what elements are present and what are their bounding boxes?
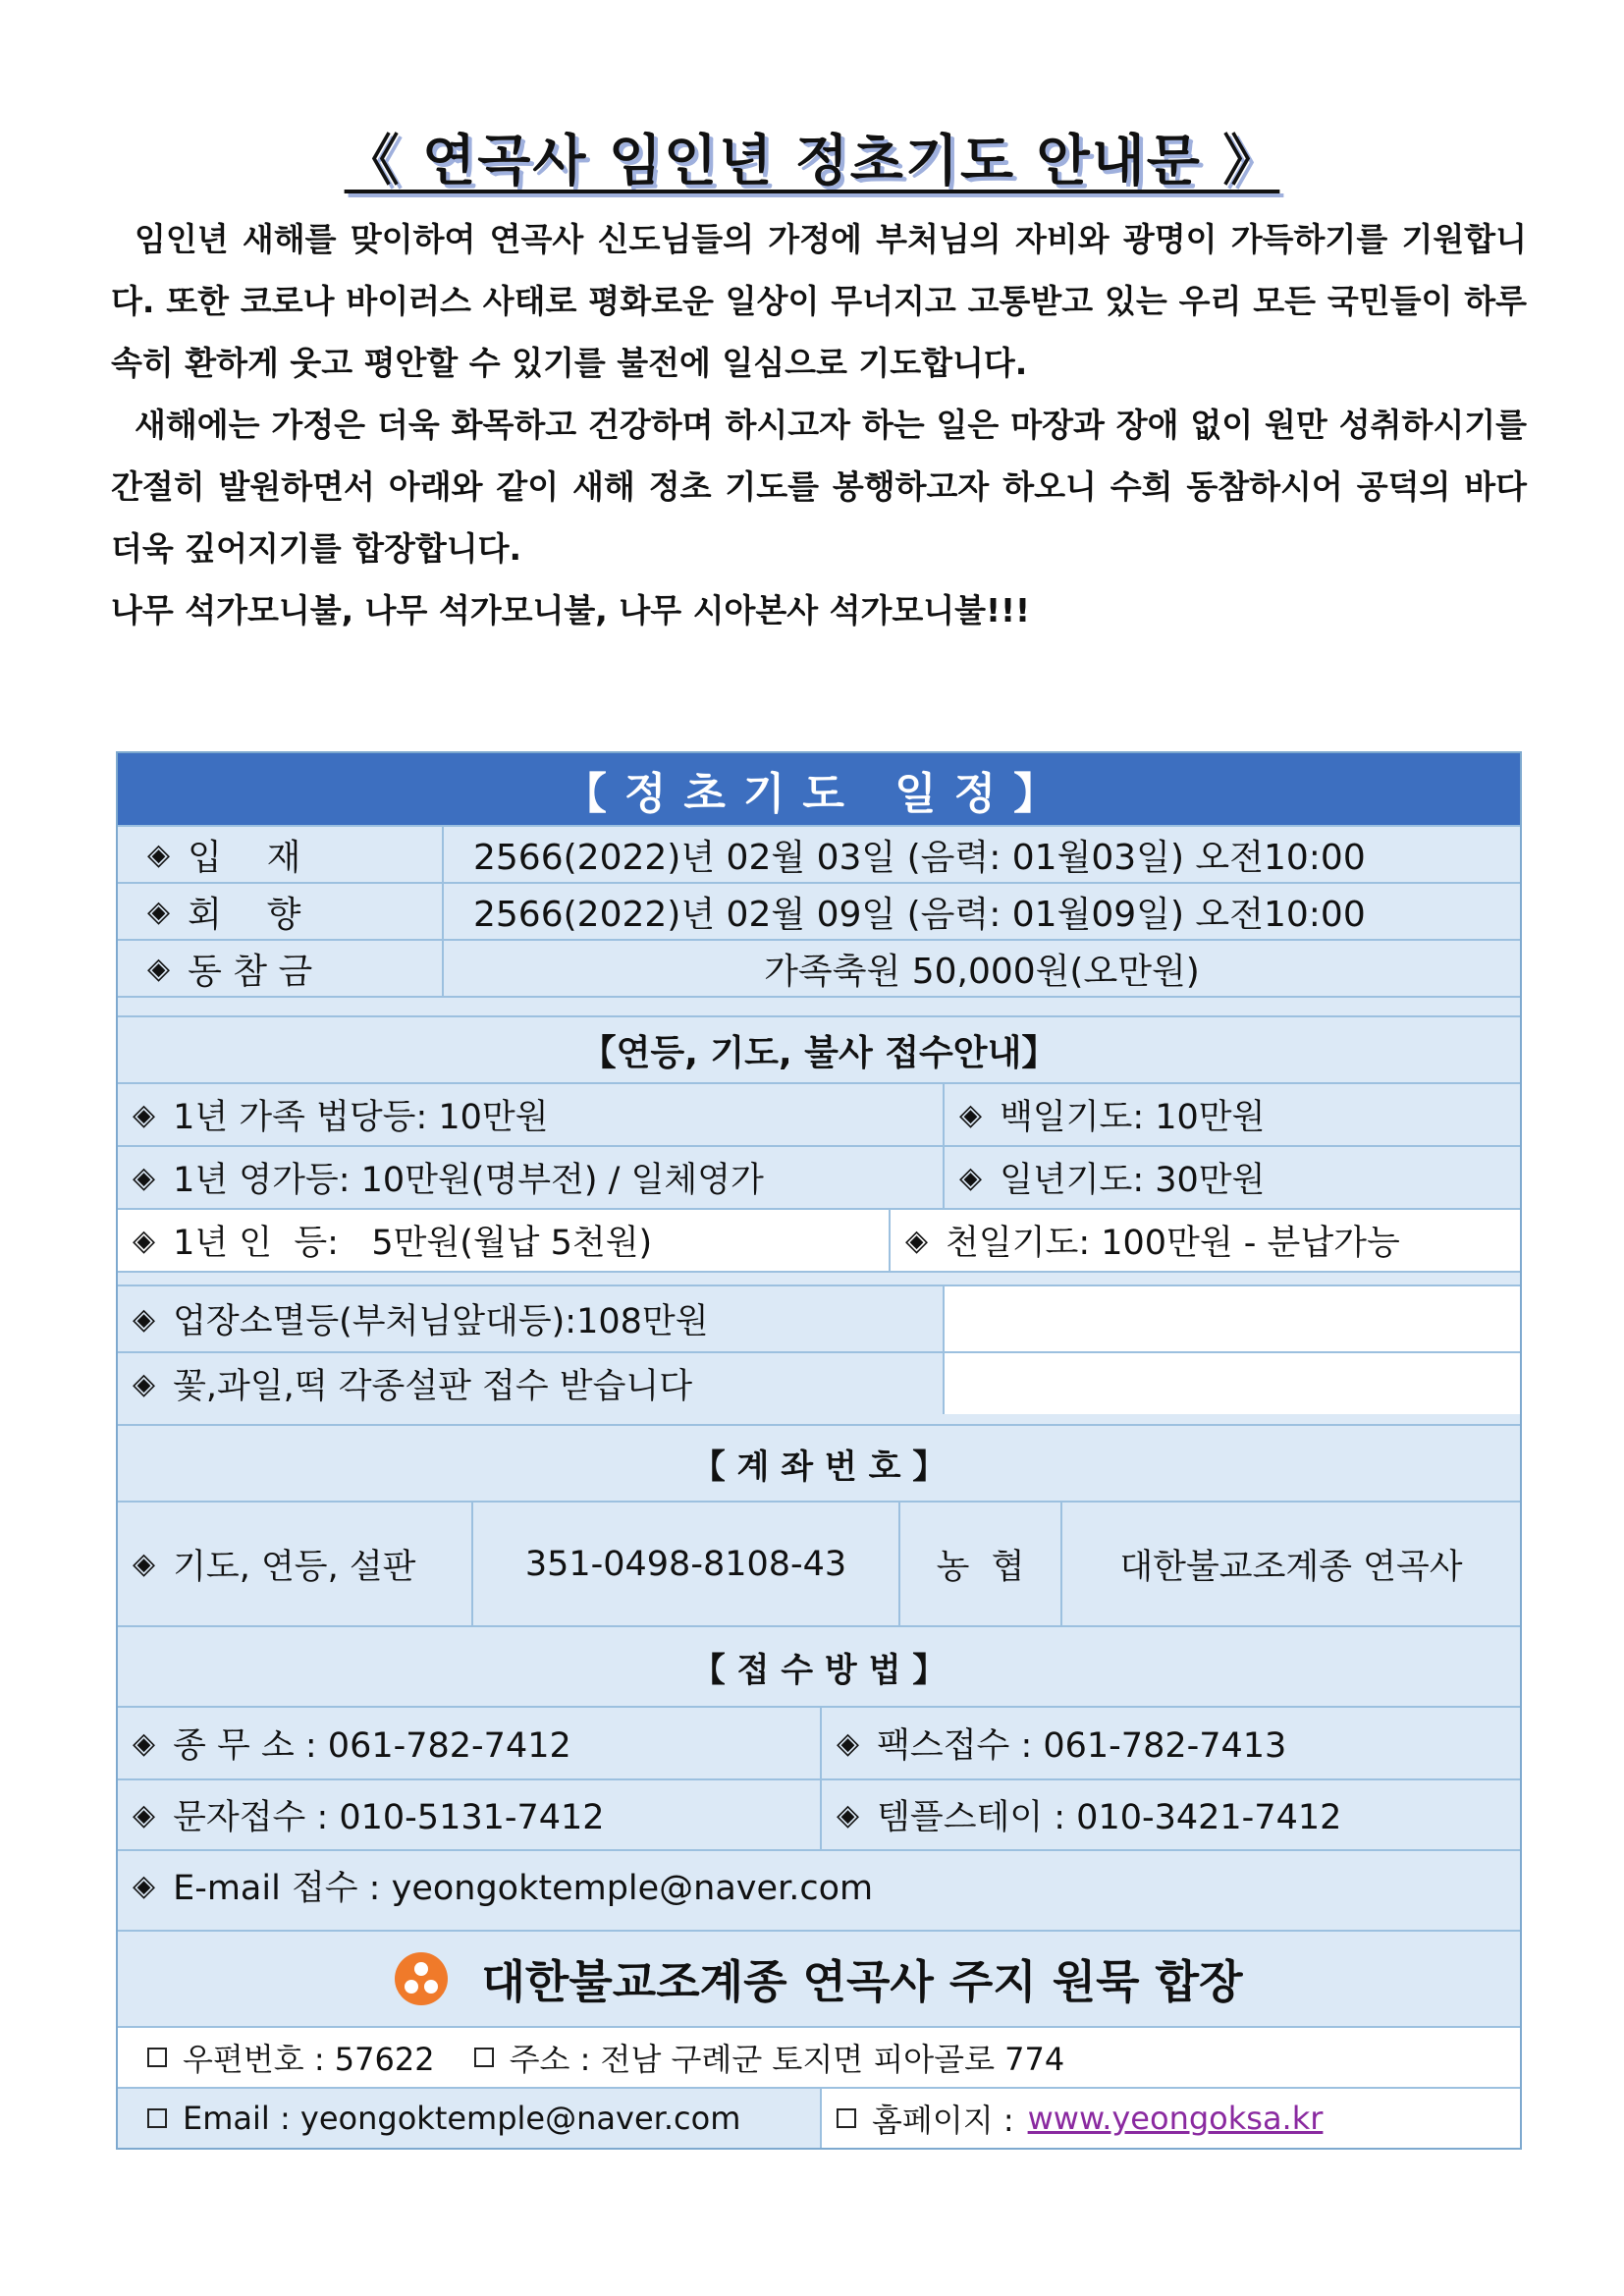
offering-item: 1년 인 등: 5만원(월납 5천원) xyxy=(173,1224,653,1263)
contact-header-row xyxy=(118,1625,1520,1706)
footer-address-row xyxy=(118,2026,1520,2087)
offering-item: 백일기도: 10만원 xyxy=(1000,1098,1266,1137)
page-title: 《 연곡사 임인년 정초기도 안내문 》 xyxy=(344,130,1280,193)
intro-paragraph-1: 임인년 새해를 맞이하여 연곡사 신도님들의 가정에 부처님의 자비와 광명이 가득하기를 기원합니다. 또한 코로나 바이러스 사태로 평화로운 일상이 무너지고 고통받고 있는 우리 모든 국민들이 하루속히 환하게 웃고 평안할 수 있기를 불전에 일심으로 기도합니다. xyxy=(111,220,1527,382)
diamond-icon: ◈ xyxy=(133,1366,156,1401)
schedule-label: 입 재 xyxy=(188,837,301,878)
diamond-icon: ◈ xyxy=(133,1160,156,1195)
footer-title: 대한불교조계종 연곡사 주지 원묵 합장 xyxy=(481,1955,1243,2008)
footer-address: 주소 : 전남 구례군 토지면 피아골로 774 xyxy=(509,2041,1065,2078)
offering-item: 1년 가족 법당등: 10만원 xyxy=(173,1098,549,1137)
spacer xyxy=(118,1271,1520,1285)
account-header-row xyxy=(118,1424,1520,1501)
diamond-icon: ◈ xyxy=(147,951,171,986)
intro-paragraph-2: 새해에는 가정은 더욱 화목하고 건강하며 하시고자 하는 일은 마장과 장애 없이 원만 성취하시기를 간절히 발원하면서 아래와 같이 새해 정초 기도를 봉행하고자 하오니 수희 동참하시어 공덕의 바다 더욱 깊어지기를 합장합니다. xyxy=(111,406,1527,568)
contact-sms: 문자접수 : 010-5131-7412 xyxy=(173,1798,605,1837)
schedule-row-fee xyxy=(118,939,1520,996)
offerings-row-1 xyxy=(118,1082,1520,1145)
checkbox-icon xyxy=(147,2048,167,2067)
diamond-icon: ◈ xyxy=(133,1797,156,1832)
intro-paragraph-3: 나무 석가모니불, 나무 석가모니불, 나무 시아본사 석가모니불!!! xyxy=(111,591,1031,629)
offerings-row-3 xyxy=(118,1208,1520,1271)
intro-text xyxy=(111,208,1527,641)
offerings-header-row xyxy=(118,1015,1520,1082)
diamond-icon: ◈ xyxy=(133,1223,156,1258)
homepage-link[interactable]: www.yeongoksa.kr xyxy=(1027,2100,1324,2137)
diamond-icon: ◈ xyxy=(147,894,171,929)
diamond-icon: ◈ xyxy=(133,1097,156,1132)
schedule-value: 2566(2022)년 02월 09일 (음력: 01월09일) 오전10:00 xyxy=(473,894,1366,935)
schedule-row-end xyxy=(118,882,1520,939)
offering-item: 천일기도: 100만원 - 분납가능 xyxy=(946,1224,1400,1263)
account-purpose: 기도, 연등, 설판 xyxy=(173,1547,416,1587)
diamond-icon: ◈ xyxy=(959,1097,983,1132)
offering-item: 일년기도: 30만원 xyxy=(1000,1161,1266,1200)
offering-item: 1년 영가등: 10만원(명부전) / 일체영가 xyxy=(173,1161,764,1200)
account-holder: 대한불교조계종 연곡사 xyxy=(1119,1547,1463,1587)
account-header: 【 계 좌 번 호 】 xyxy=(691,1447,947,1487)
footer-contact-row xyxy=(118,2087,1520,2148)
contact-email: E-mail 접수 : yeongoktemple@naver.com xyxy=(173,1869,874,1908)
diamond-icon: ◈ xyxy=(133,1725,156,1761)
diamond-icon: ◈ xyxy=(837,1797,860,1832)
contact-fax: 팩스접수 : 061-782-7413 xyxy=(877,1726,1287,1766)
offerings-row-5 xyxy=(118,1351,1520,1414)
contact-templestay: 템플스테이 : 010-3421-7412 xyxy=(877,1798,1342,1837)
checkbox-icon xyxy=(474,2048,494,2067)
contact-row-2 xyxy=(118,1778,1520,1849)
footer-homepage-label: 홈페이지 : xyxy=(872,2102,1014,2139)
offerings-header: 【연등, 기도, 불사 접수안내】 xyxy=(580,1032,1057,1073)
account-number: 351-0498-8108-43 xyxy=(524,1544,847,1584)
temple-logo-icon xyxy=(395,1952,448,2005)
schedule-row-start xyxy=(118,825,1520,882)
schedule-header: 【정초기도 일정】 xyxy=(118,753,1520,825)
schedule-label: 동 참 금 xyxy=(188,951,313,992)
diamond-icon: ◈ xyxy=(133,1547,156,1581)
footer-title-row xyxy=(118,1930,1520,2026)
diamond-icon: ◈ xyxy=(837,1725,860,1761)
schedule-value: 2566(2022)년 02월 03일 (음력: 01월03일) 오전10:00 xyxy=(473,837,1366,878)
offerings-row-2 xyxy=(118,1145,1520,1208)
account-row xyxy=(118,1501,1520,1625)
schedule-value: 가족축원 50,000원(오만원) xyxy=(764,951,1200,992)
footer-postal: 우편번호 : 57622 xyxy=(183,2041,435,2078)
contact-row-3 xyxy=(118,1849,1520,1920)
diamond-icon: ◈ xyxy=(133,1868,156,1903)
schedule-label: 회 향 xyxy=(188,894,301,935)
account-bank: 농 협 xyxy=(936,1547,1025,1587)
offerings-row-4 xyxy=(118,1285,1520,1351)
checkbox-icon xyxy=(147,2108,167,2128)
footer-email: Email : yeongoktemple@naver.com xyxy=(183,2100,741,2137)
contact-row-1 xyxy=(118,1706,1520,1778)
diamond-icon: ◈ xyxy=(133,1301,156,1337)
diamond-icon: ◈ xyxy=(905,1223,929,1258)
checkbox-icon xyxy=(837,2108,856,2128)
diamond-icon: ◈ xyxy=(959,1160,983,1195)
offering-item: 꽃,과일,떡 각종설판 접수 받습니다 xyxy=(173,1367,693,1406)
info-box xyxy=(116,751,1522,2150)
spacer xyxy=(118,996,1520,1015)
contact-header: 【 접 수 방 법 】 xyxy=(691,1650,947,1690)
diamond-icon: ◈ xyxy=(147,837,171,872)
offering-item: 업장소멸등(부처님앞대등):108만원 xyxy=(173,1302,709,1341)
contact-office: 종 무 소 : 061-782-7412 xyxy=(173,1726,571,1766)
